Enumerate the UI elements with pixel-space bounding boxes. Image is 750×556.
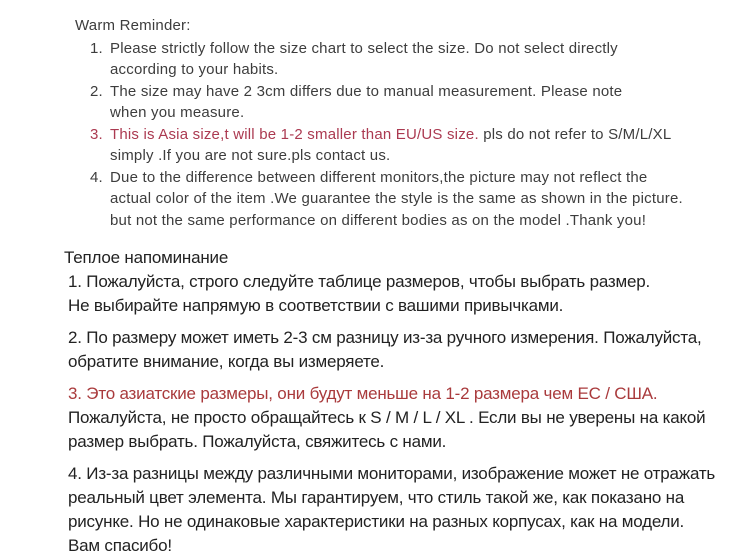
text-segment: Вам спасибо! [68,536,172,555]
text-segment: but not the same performance on different bodies as on the model .Thank you! [110,211,647,229]
text-segment: The size may have 2 3cm differs due to manual measurement. Please note [110,82,623,100]
text-line [68,406,732,430]
text-segment: обратите внимание, когда вы измеряете. [68,352,385,371]
text-segment: реальный цвет элемента. Мы гарантируем, что стиль такой же, как показано на [68,488,685,507]
item-number: 1. [90,39,103,57]
text-segment: actual color of the item .We guarantee the style is the same as shown in the picture. [110,190,683,207]
text-line [68,294,732,318]
text-line [110,124,671,146]
text-line [110,167,683,189]
text-line [68,486,732,510]
reminder-item [68,382,732,454]
item-number: 4. [90,168,103,186]
reminder-item [75,81,722,124]
text-segment: рисунке. Но не одинаковые характеристики на разных корпусах, как на модели. [68,512,685,531]
text-line [110,188,683,210]
text-segment: according to your habits. [110,61,279,78]
english-reminder-section [0,0,750,231]
text-segment: 3. Это азиатские размеры, они будут меньше на 1-2 размера чем ЕС / США. [68,384,658,403]
reminder-item [68,462,732,556]
reminder-item [68,326,732,374]
russian-reminder-list [64,270,732,556]
text-line [110,210,683,232]
text-segment: 1. Пожалуйста, строго следуйте таблице размеров, чтобы выбрать размер. [68,272,651,291]
russian-heading: Теплое напоминание [64,248,229,267]
text-segment: when you measure. [110,104,245,121]
text-segment: Due to the difference between different monitors,the picture may not reflect the [110,168,648,186]
text-line [68,430,732,454]
text-line [110,38,618,60]
english-heading: Warm Reminder: [75,17,191,34]
item-lines [110,124,671,167]
item-lines [110,167,683,232]
russian-reminder-section [0,246,750,556]
text-segment: simply .If you are not sure.pls contact us. [110,147,391,164]
text-line [68,382,732,406]
text-line [68,270,732,294]
text-segment: This is Asia size,t will be 1-2 smaller than EU/US size. [110,125,479,143]
text-line [110,102,622,124]
reminder-item [68,270,732,318]
text-line [68,350,732,374]
text-line [68,510,732,534]
reminder-item [75,38,722,81]
text-segment: Не выбирайте напрямую в соответствии с вашими привычками. [68,296,564,315]
text-segment: размер выбрать. Пожалуйста, свяжитесь с нами. [68,432,447,451]
text-line [68,326,732,350]
text-line [68,462,732,486]
item-lines [110,81,622,124]
reminder-item [75,167,722,232]
text-line [68,534,732,556]
item-number: 2. [90,82,103,100]
text-line [110,59,618,81]
item-lines [110,38,618,81]
text-segment: Пожалуйста, не просто обращайтесь к S / M / L / XL . Если вы не уверены на какой [68,408,706,427]
reminder-item [75,124,722,167]
text-segment: Please strictly follow the size chart to select the size. Do not select directly [110,39,618,57]
text-line [110,81,622,103]
text-segment: 2. По размеру может иметь 2-3 см разницу из-за ручного измерения. Пожалуйста, [68,328,702,347]
text-line [110,145,671,167]
text-segment: 4. Из-за разницы между различными мониторами, изображение может не отражать [68,464,716,483]
item-number: 3. [90,125,103,143]
english-reminder-list [75,38,722,232]
text-segment: pls do not refer to S/M/L/XL [478,125,672,143]
